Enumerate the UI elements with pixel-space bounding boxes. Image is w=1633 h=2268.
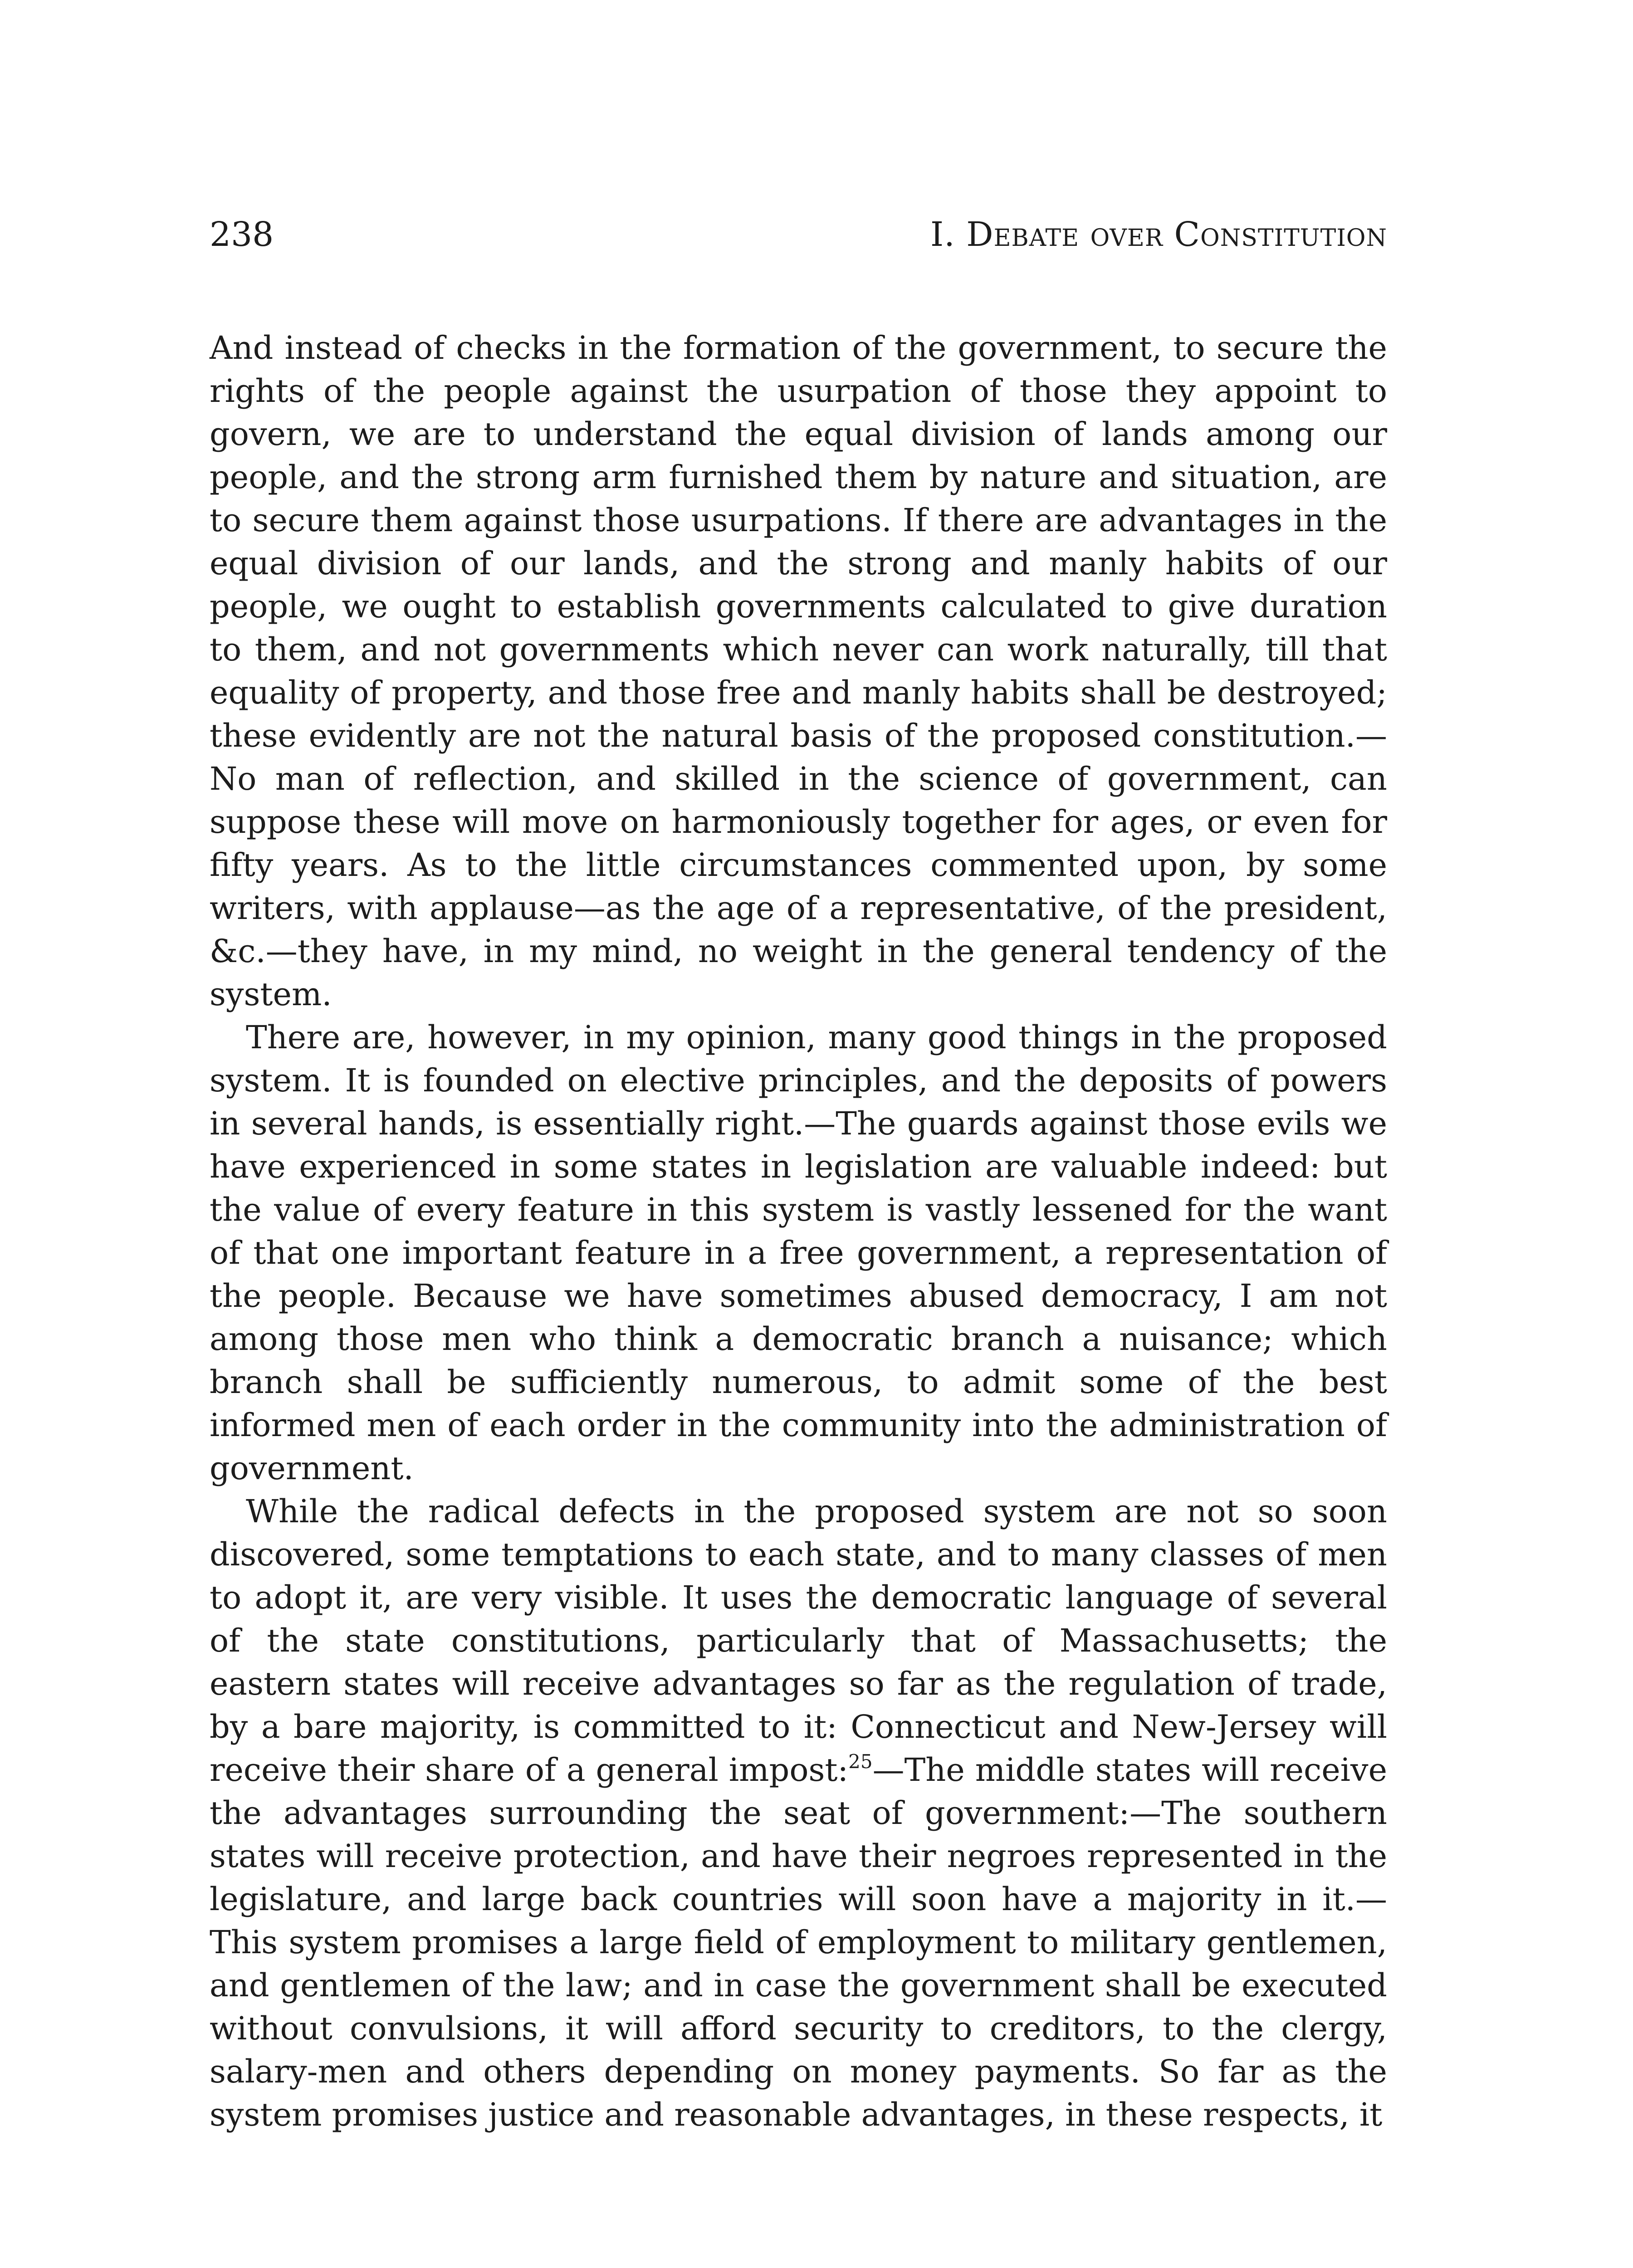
paragraph-3-text-part-1: While the radical defects in the proposed system are not so soon discovered, some temptations to each state, and to many classes of men to adopt it, are very visible. It uses the democratic language of several of the state constitutions, particularly that of Massachusetts; the eastern states will receive advantages so far as the regulation of trade, by a bare majority, is committed to it: Connecticut and New-Jersey will receive their share of a general impost: xyxy=(210,1493,1387,1789)
paragraph-3-text-part-2: —The middle states will receive the advantages surrounding the seat of government:—The southern states will receive protection, and have their negroes represented in the legislature, and large back countries will soon have a majority in it.—This system promises a large field of employment to military gentlemen, and gentlemen of the law; and in case the government shall be executed without convulsions, it will afford security to creditors, to the clergy, salary-men and others depending on money payments. So far as the system promises justice and reasonable advantages, in these respects, it xyxy=(210,1751,1387,2133)
running-title: I. Debate over Constitution xyxy=(930,215,1387,254)
running-head xyxy=(210,215,1387,263)
paragraph-1: And instead of checks in the formation of the government, to secure the rights of the people against the usurpation of those they appoint to govern, we are to understand the equal division of lands among our people, and the strong arm furnished them by nature and situation, are to secure them against those usurpations. If there are advantages in the equal division of our lands, and the strong and manly habits of our people, we ought to establish governments calculated to give duration to them, and not governments which never can work naturally, till that equality of property, and those free and manly habits shall be destroyed; these evidently are not the natural basis of the proposed constitution.—No man of reflection, and skilled in the science of government, can suppose these will move on harmoniously together for ages, or even for fifty years. As to the little circumstances commented upon, by some writers, with applause—as the age of a representative, of the president, &c.—they have, in my mind, no weight in the general tendency of the system. xyxy=(210,329,1387,1013)
paragraph-3 xyxy=(210,1490,1387,2136)
page-number: 238 xyxy=(210,215,274,254)
paragraph-2: There are, however, in my opinion, many good things in the proposed system. It is founded on elective principles, and the deposits of powers in several hands, is essentially right.—The guards against those evils we have experienced in some states in legislation are valuable indeed: but the value of every feature in this system is vastly lessened for the want of that one important feature in a free government, a representation of the people. Because we have sometimes abused democracy, I am not among those men who think a democratic branch a nuisance; which branch shall be sufficiently numerous, to admit some of the best informed men of each order in the community into the administration of government. xyxy=(210,1019,1387,1487)
book-page xyxy=(210,215,1387,2136)
footnote-reference[interactable]: 25 xyxy=(848,1750,873,1773)
